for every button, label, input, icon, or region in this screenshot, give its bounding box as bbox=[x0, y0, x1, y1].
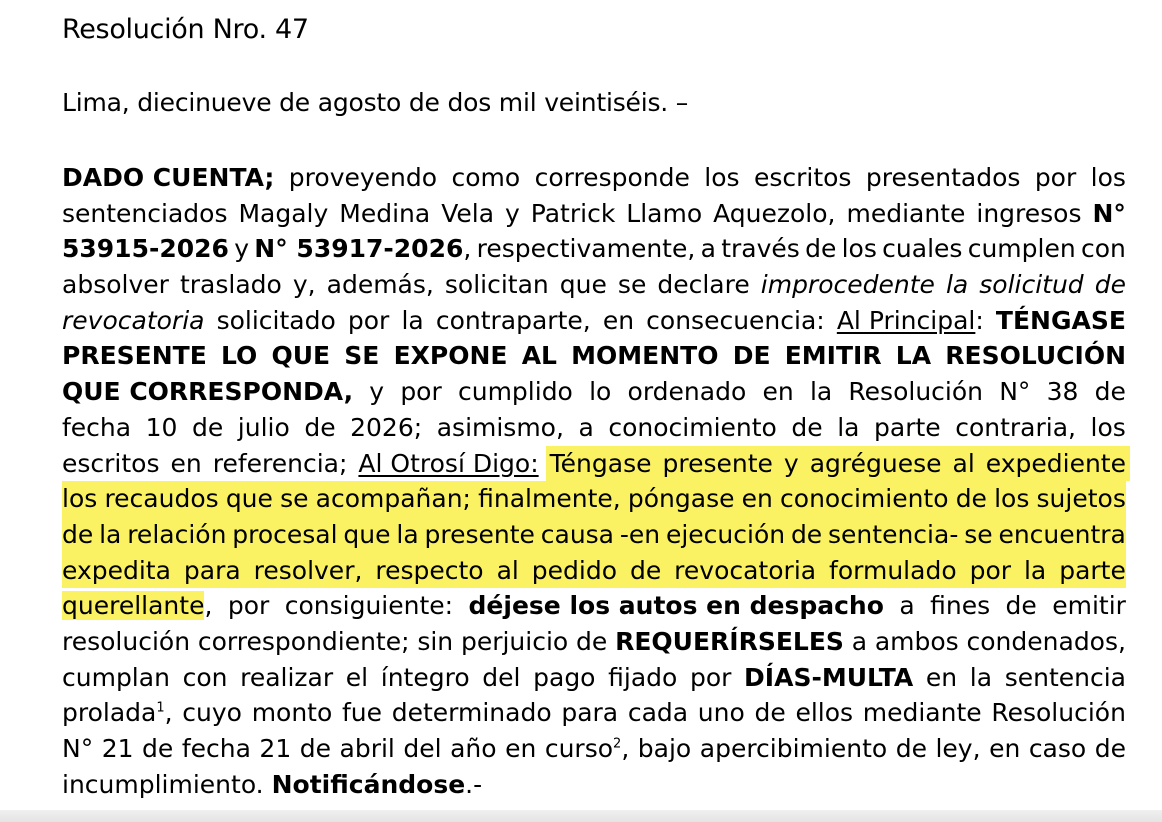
word: pedido bbox=[531, 555, 618, 585]
word: sentenciados bbox=[62, 198, 228, 228]
text-line bbox=[62, 517, 1126, 553]
word: Al Otrosí Digo: bbox=[358, 448, 539, 478]
text-line bbox=[62, 446, 1126, 482]
word: curso$^2$, bbox=[544, 734, 630, 763]
word: del bbox=[403, 734, 442, 763]
word: se bbox=[280, 484, 309, 514]
word: se bbox=[964, 519, 993, 549]
word: cuyo bbox=[182, 698, 242, 728]
word: ordenado bbox=[627, 377, 747, 407]
word: cada bbox=[627, 698, 689, 728]
word: los bbox=[704, 163, 740, 192]
word: absolver bbox=[62, 270, 169, 300]
word: fue bbox=[341, 698, 383, 728]
word: encuentra bbox=[998, 519, 1126, 549]
word: ambos bbox=[874, 626, 959, 656]
word: 2026; bbox=[350, 412, 423, 442]
word: de bbox=[299, 734, 331, 763]
word: a bbox=[700, 234, 716, 264]
date-line: Lima, diecinueve de agosto de dos mil veintiséis. – bbox=[62, 88, 689, 117]
word: Resolución bbox=[848, 377, 983, 407]
word: déjese los autos en despacho bbox=[468, 591, 884, 621]
word: contraparte, bbox=[435, 305, 591, 335]
text-line bbox=[62, 231, 1126, 267]
word: RESOLUCIÓN bbox=[945, 341, 1126, 371]
word: en bbox=[602, 305, 635, 335]
word: del bbox=[482, 662, 521, 692]
footnote-marker: 1 bbox=[156, 700, 165, 716]
word: AL bbox=[521, 341, 557, 371]
word: Téngase bbox=[549, 448, 652, 478]
word: fecha bbox=[181, 734, 251, 763]
word: determinado bbox=[391, 698, 552, 728]
word: ley, bbox=[935, 734, 981, 763]
word: caso bbox=[1028, 734, 1087, 763]
word: solicitud bbox=[979, 270, 1084, 300]
word: de bbox=[895, 734, 927, 763]
word: asimismo, bbox=[436, 412, 564, 442]
word: y bbox=[505, 198, 520, 228]
resolution-body bbox=[62, 160, 1126, 802]
word: de bbox=[1094, 270, 1126, 300]
word: al bbox=[496, 555, 519, 585]
word: los bbox=[62, 484, 98, 514]
word: la bbox=[401, 305, 424, 335]
word: TÉNGASE bbox=[995, 305, 1126, 335]
word: recaudos bbox=[104, 484, 219, 514]
word: por bbox=[689, 662, 732, 692]
word: declare bbox=[657, 270, 750, 300]
word: en bbox=[741, 484, 773, 514]
text-line bbox=[62, 303, 1126, 339]
text-line bbox=[62, 767, 1126, 803]
word: la bbox=[945, 270, 969, 300]
word: traslado bbox=[179, 270, 282, 300]
word: ingresos bbox=[976, 198, 1082, 228]
word: cuales bbox=[882, 234, 963, 264]
word: 53915-2026 bbox=[62, 234, 229, 264]
word: EMITIR bbox=[784, 341, 882, 371]
word: la bbox=[969, 662, 993, 692]
word: expediente bbox=[985, 448, 1126, 478]
word: REQUERÍRSELES bbox=[615, 626, 844, 656]
word: correspondiente; bbox=[197, 626, 410, 656]
word: al bbox=[952, 448, 975, 478]
word: que bbox=[343, 519, 391, 549]
word: por bbox=[347, 305, 390, 335]
word: por bbox=[227, 591, 270, 621]
word: mediante bbox=[846, 198, 966, 228]
word: sentencia bbox=[1004, 662, 1126, 692]
word: parte bbox=[1059, 555, 1126, 585]
word: 21 bbox=[101, 734, 134, 763]
word: incumplimiento. bbox=[62, 769, 264, 799]
word: como bbox=[451, 163, 521, 192]
word: proveyendo bbox=[288, 163, 438, 192]
word: de bbox=[754, 698, 786, 728]
word: contraria, bbox=[955, 412, 1076, 442]
word: emitir bbox=[1052, 591, 1126, 621]
word: y, bbox=[292, 270, 316, 300]
word: cumplido bbox=[457, 377, 573, 407]
word: Llamo bbox=[626, 198, 703, 228]
word: perjuicio bbox=[460, 626, 569, 656]
word: los bbox=[1090, 163, 1126, 192]
word: de bbox=[955, 484, 987, 514]
word: Medina bbox=[339, 198, 431, 228]
word: que bbox=[559, 270, 607, 300]
word: Al Principal: bbox=[836, 305, 984, 335]
word: con bbox=[1080, 234, 1126, 264]
word: escritos bbox=[62, 448, 160, 478]
word: MOMENTO bbox=[571, 341, 719, 371]
word: sin bbox=[417, 626, 454, 656]
word: y bbox=[369, 377, 385, 407]
word: de bbox=[1094, 377, 1126, 407]
word: uno bbox=[697, 698, 745, 728]
word: agréguese bbox=[809, 448, 942, 478]
word: N° bbox=[1092, 198, 1126, 228]
word: la bbox=[396, 519, 419, 549]
word: sujetos bbox=[1036, 484, 1126, 514]
word: de bbox=[304, 412, 336, 442]
word: DADO CUENTA; bbox=[62, 163, 275, 192]
word: N° bbox=[999, 377, 1031, 407]
word: realizar bbox=[240, 662, 334, 692]
word: en bbox=[505, 734, 537, 763]
word: cumplen bbox=[967, 234, 1076, 264]
text-line bbox=[62, 588, 1126, 624]
word: solicitado bbox=[216, 305, 336, 335]
text-line bbox=[62, 410, 1126, 446]
word: Vela bbox=[441, 198, 495, 228]
word: mediante bbox=[862, 698, 982, 728]
word: póngase bbox=[627, 484, 735, 514]
word: LA bbox=[895, 341, 932, 371]
word: por bbox=[969, 555, 1012, 585]
word: LO bbox=[220, 341, 258, 371]
word: para bbox=[561, 698, 619, 728]
word: a bbox=[899, 591, 915, 621]
word: QUE CORRESPONDA, bbox=[62, 377, 354, 407]
word: fijado bbox=[608, 662, 678, 692]
word: prolada$^1$, bbox=[62, 698, 173, 728]
word: finalmente, bbox=[478, 484, 621, 514]
word: de bbox=[791, 412, 823, 442]
word: referencia; bbox=[212, 448, 348, 478]
word: conocimiento bbox=[608, 412, 777, 442]
word: procesal bbox=[232, 519, 338, 549]
word: de bbox=[192, 412, 224, 442]
word: de bbox=[1005, 591, 1037, 621]
word: resolver, bbox=[253, 555, 363, 585]
word: de bbox=[142, 734, 174, 763]
word: de bbox=[805, 234, 837, 264]
word: el bbox=[345, 662, 369, 692]
word: de bbox=[576, 626, 608, 656]
text-line bbox=[62, 267, 1126, 303]
word: que bbox=[225, 484, 273, 514]
word: formulado bbox=[829, 555, 957, 585]
word: fines bbox=[930, 591, 991, 621]
word: con bbox=[182, 662, 228, 692]
word: apercibimiento bbox=[699, 734, 888, 763]
word: PRESENTE bbox=[62, 341, 207, 371]
word: Magaly bbox=[238, 198, 329, 228]
text-line bbox=[62, 481, 1126, 517]
word: 10 bbox=[145, 412, 178, 442]
text-line bbox=[62, 553, 1126, 589]
text-line bbox=[62, 624, 1126, 660]
text-line bbox=[62, 196, 1126, 232]
word: SE bbox=[344, 341, 380, 371]
word: año bbox=[450, 734, 497, 763]
word: conocimiento bbox=[780, 484, 949, 514]
word: monto bbox=[251, 698, 333, 728]
word: y bbox=[234, 234, 250, 264]
word: improcedente bbox=[760, 270, 935, 300]
word: Aquezolo, bbox=[713, 198, 836, 228]
word: respecto bbox=[375, 555, 484, 585]
word: para bbox=[183, 555, 241, 585]
word: los bbox=[994, 484, 1030, 514]
word: presentados bbox=[865, 163, 1021, 192]
word: se bbox=[617, 270, 647, 300]
word: través bbox=[721, 234, 800, 264]
word: ellos bbox=[795, 698, 854, 728]
word: DÍAS-MULTA bbox=[744, 662, 914, 692]
word: a bbox=[851, 626, 868, 656]
word: íntegro bbox=[380, 662, 470, 692]
word: presente bbox=[424, 519, 535, 549]
word: N° 53917-2026, bbox=[254, 234, 472, 264]
page-bottom-edge bbox=[0, 810, 1162, 822]
word: de bbox=[790, 519, 823, 549]
word: lo bbox=[589, 377, 612, 407]
word: querellante, bbox=[62, 591, 213, 621]
word: Patrick bbox=[530, 198, 616, 228]
resolution-title: Resolución Nro. 47 bbox=[62, 14, 309, 45]
word: de bbox=[62, 519, 94, 549]
word: presente bbox=[662, 448, 773, 478]
word: escritos bbox=[753, 163, 852, 192]
word: EXPONE bbox=[393, 341, 508, 371]
word: parte bbox=[874, 412, 941, 442]
word: 38 bbox=[1046, 377, 1079, 407]
word: Notificándose.- bbox=[271, 769, 483, 799]
footnote-marker: 2 bbox=[613, 736, 622, 752]
text-line bbox=[62, 160, 1126, 196]
word: consecuencia: bbox=[646, 305, 825, 335]
word: pago bbox=[533, 662, 596, 692]
word: de bbox=[1094, 734, 1126, 763]
word: relación bbox=[127, 519, 227, 549]
text-line bbox=[62, 338, 1126, 374]
word: -en bbox=[619, 519, 661, 549]
word: sentencia- bbox=[828, 519, 959, 549]
word: en bbox=[170, 448, 202, 478]
word: consiguiente: bbox=[284, 591, 454, 621]
word: revocatoria bbox=[62, 305, 205, 335]
word: en bbox=[989, 734, 1021, 763]
word: la bbox=[99, 519, 122, 549]
word: a bbox=[578, 412, 594, 442]
word: julio bbox=[237, 412, 290, 442]
word: bajo bbox=[637, 734, 692, 763]
word: N° bbox=[62, 734, 94, 763]
word: de bbox=[629, 555, 662, 585]
text-line bbox=[62, 731, 1126, 767]
word: en bbox=[925, 662, 958, 692]
word: QUE bbox=[271, 341, 331, 371]
text-line bbox=[62, 374, 1126, 410]
word: cumplan bbox=[62, 662, 170, 692]
word: por bbox=[400, 377, 442, 407]
word: acompañan; bbox=[315, 484, 471, 514]
word: la bbox=[837, 412, 860, 442]
word: DE bbox=[732, 341, 771, 371]
word: la bbox=[1023, 555, 1047, 585]
word: abril bbox=[339, 734, 395, 763]
word: en bbox=[762, 377, 794, 407]
word: corresponde bbox=[534, 163, 690, 192]
text-line bbox=[62, 695, 1126, 731]
word: los bbox=[1090, 412, 1126, 442]
word: causa bbox=[540, 519, 615, 549]
word: por bbox=[1034, 163, 1077, 192]
word: fecha bbox=[62, 412, 132, 442]
word: expedita bbox=[62, 555, 171, 585]
word: los bbox=[841, 234, 877, 264]
word: y bbox=[783, 448, 799, 478]
word: ejecución bbox=[665, 519, 786, 549]
word: además, bbox=[326, 270, 434, 300]
word: condenados, bbox=[966, 626, 1126, 656]
word: Resolución bbox=[991, 698, 1126, 728]
word: la bbox=[809, 377, 833, 407]
word: resolución bbox=[62, 626, 191, 656]
word: 21 bbox=[259, 734, 292, 763]
text-line bbox=[62, 660, 1126, 696]
word: solicitan bbox=[444, 270, 549, 300]
word: revocatoria bbox=[674, 555, 817, 585]
word: respectivamente, bbox=[476, 234, 696, 264]
